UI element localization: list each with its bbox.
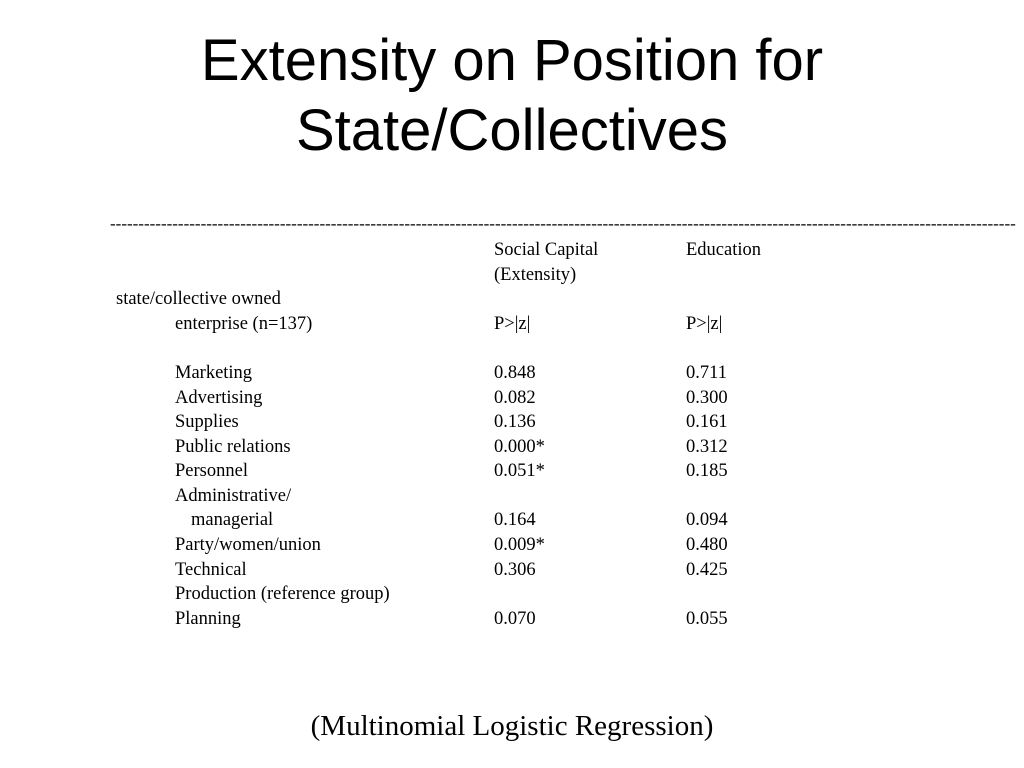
row-label: Advertising bbox=[175, 388, 263, 408]
education-value: 0.185 bbox=[686, 461, 728, 481]
row-label: Planning bbox=[175, 609, 241, 629]
education-value: 0.711 bbox=[686, 363, 727, 383]
social-capital-value: 0.306 bbox=[494, 560, 536, 580]
table-row bbox=[0, 459, 1024, 483]
stat-label-social-capital: P>|z| bbox=[494, 314, 531, 334]
group-label-sample: enterprise (n=137) bbox=[175, 314, 313, 334]
social-capital-value: 0.070 bbox=[494, 609, 536, 629]
education-value: 0.300 bbox=[686, 388, 728, 408]
education-value: 0.312 bbox=[686, 437, 728, 457]
table-row bbox=[0, 410, 1024, 434]
social-capital-value: 0.164 bbox=[494, 510, 536, 530]
table-row bbox=[0, 435, 1024, 459]
social-capital-value: 0.136 bbox=[494, 412, 536, 432]
social-capital-value: 0.082 bbox=[494, 388, 536, 408]
table-header-row bbox=[0, 238, 1024, 262]
table-row bbox=[0, 582, 1024, 606]
column-header-education: Education bbox=[686, 240, 762, 260]
stat-label-education: P>|z| bbox=[686, 314, 723, 334]
social-capital-value: 0.000* bbox=[494, 437, 545, 457]
slide-title bbox=[0, 26, 1024, 166]
group-label: state/collective owned bbox=[116, 289, 281, 309]
table-divider: ---------------------------------------------------------------------------------------------------------------------------------------------------------------- bbox=[110, 214, 1016, 233]
education-value: 0.094 bbox=[686, 510, 728, 530]
social-capital-value: 0.009* bbox=[494, 535, 545, 555]
table-row bbox=[0, 607, 1024, 631]
table-row bbox=[0, 508, 1024, 532]
row-label: Administrative/ bbox=[175, 486, 292, 506]
education-value: 0.161 bbox=[686, 412, 728, 432]
social-capital-value: 0.051* bbox=[494, 461, 545, 481]
row-label: Public relations bbox=[175, 437, 291, 457]
slide-title-line-1: Extensity on Position for bbox=[200, 28, 824, 93]
row-label-continued: managerial bbox=[191, 510, 274, 530]
row-label: Marketing bbox=[175, 363, 253, 383]
column-header-social-capital: Social Capital bbox=[494, 240, 599, 260]
column-header-social-capital-sub: (Extensity) bbox=[494, 265, 577, 285]
table-row bbox=[0, 484, 1024, 508]
table-row bbox=[0, 533, 1024, 557]
education-value: 0.480 bbox=[686, 535, 728, 555]
table-header-row bbox=[0, 263, 1024, 287]
education-value: 0.055 bbox=[686, 609, 728, 629]
row-label: Supplies bbox=[175, 412, 239, 432]
slide-title-line-2: State/Collectives bbox=[296, 98, 728, 163]
slide-footer-caption: (Multinomial Logistic Regression) bbox=[310, 710, 714, 742]
group-label-row bbox=[0, 287, 1024, 311]
table-row bbox=[0, 386, 1024, 410]
group-label-row bbox=[0, 312, 1024, 336]
social-capital-value: 0.848 bbox=[494, 363, 536, 383]
row-label: Technical bbox=[175, 560, 247, 580]
table-row bbox=[0, 361, 1024, 385]
row-label: Personnel bbox=[175, 461, 248, 481]
row-label: Production (reference group) bbox=[175, 584, 390, 604]
education-value: 0.425 bbox=[686, 560, 728, 580]
row-label: Party/women/union bbox=[175, 535, 321, 555]
table-row bbox=[0, 558, 1024, 582]
